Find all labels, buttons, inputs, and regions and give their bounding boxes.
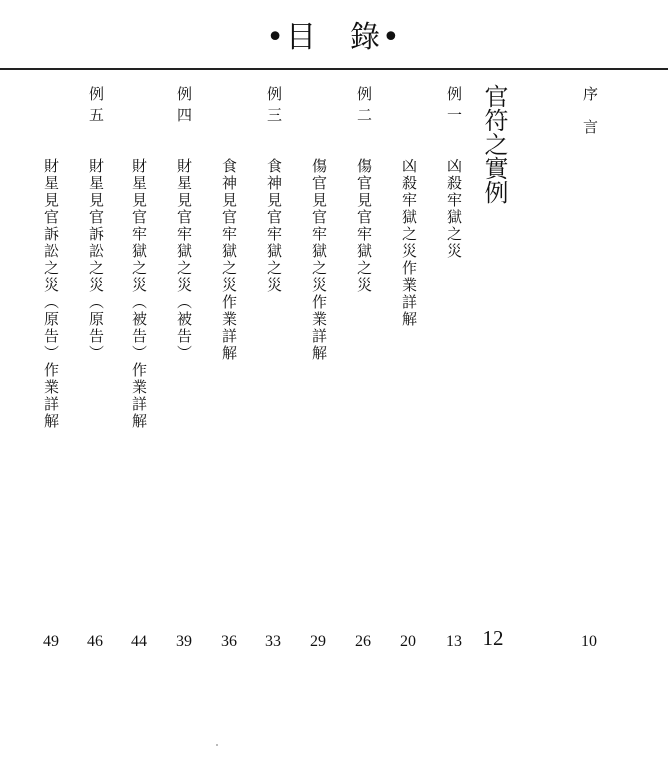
toc-preface[interactable] <box>578 86 604 152</box>
toc-entry-2a-page: 26 <box>355 633 371 650</box>
toc-preface-label: 序言 <box>581 86 599 152</box>
example-label: 例三 <box>265 86 283 128</box>
toc-entry-3a[interactable] <box>262 158 288 294</box>
toc-chapter-label: 官符之實例 <box>480 84 508 204</box>
toc-entry-4a-page: 39 <box>176 633 192 650</box>
toc-entry-4b[interactable] <box>127 158 153 430</box>
toc-entry-2b[interactable] <box>307 158 333 362</box>
page-title: •目 錄• <box>266 20 402 55</box>
example-label: 例四 <box>175 86 193 128</box>
toc-entry-4b-page: 44 <box>131 633 147 650</box>
toc-entry-1b-page: 20 <box>400 633 416 650</box>
toc-entry-label: 財星見官訴訟之災（原告） <box>87 158 105 362</box>
toc-chapter[interactable] <box>479 84 508 204</box>
toc-entry-4a[interactable] <box>172 158 198 362</box>
toc-entry-1a-page: 13 <box>446 633 462 650</box>
toc-entry-3a-page: 33 <box>265 633 281 650</box>
toc-entry-5b-page: 49 <box>43 633 59 650</box>
toc-example-2-label <box>352 86 378 128</box>
toc-entry-5a-page: 46 <box>87 633 103 650</box>
toc-entry-5a[interactable] <box>84 158 110 362</box>
toc-entry-label: 財星見官牢獄之災（被告）作業詳解 <box>130 158 148 430</box>
toc-entry-2b-page: 29 <box>310 633 326 650</box>
toc-example-5-label <box>84 86 110 128</box>
toc-example-1-label <box>442 86 468 128</box>
title-divider <box>0 68 668 70</box>
example-label: 例二 <box>355 86 373 128</box>
toc-entry-5b[interactable] <box>39 158 65 430</box>
toc-entry-label: 凶殺牢獄之災 <box>445 158 463 260</box>
toc-entry-1b[interactable] <box>397 158 423 328</box>
toc-entry-label: 食神見官牢獄之災作業詳解 <box>220 158 238 362</box>
toc-entry-1a[interactable] <box>442 158 468 260</box>
scan-speck <box>216 744 218 746</box>
toc-entry-label: 傷官見官牢獄之災 <box>355 158 373 294</box>
toc-example-3-label <box>262 86 288 128</box>
toc-entry-3b[interactable] <box>217 158 243 362</box>
toc-preface-page: 10 <box>581 633 597 650</box>
toc-entry-label: 財星見官牢獄之災（被告） <box>175 158 193 362</box>
toc-entry-label: 食神見官牢獄之災 <box>265 158 283 294</box>
toc-entry-label: 傷官見官牢獄之災作業詳解 <box>310 158 328 362</box>
toc-entry-2a[interactable] <box>352 158 378 294</box>
example-label: 例一 <box>445 86 463 128</box>
toc-entry-label: 凶殺牢獄之災作業詳解 <box>400 158 418 328</box>
toc-entry-label: 財星見官訴訟之災（原告）作業詳解 <box>42 158 60 430</box>
toc-example-4-label <box>172 86 198 128</box>
toc-entry-3b-page: 36 <box>221 633 237 650</box>
example-label: 例五 <box>87 86 105 128</box>
toc-chapter-page: 12 <box>482 626 504 650</box>
